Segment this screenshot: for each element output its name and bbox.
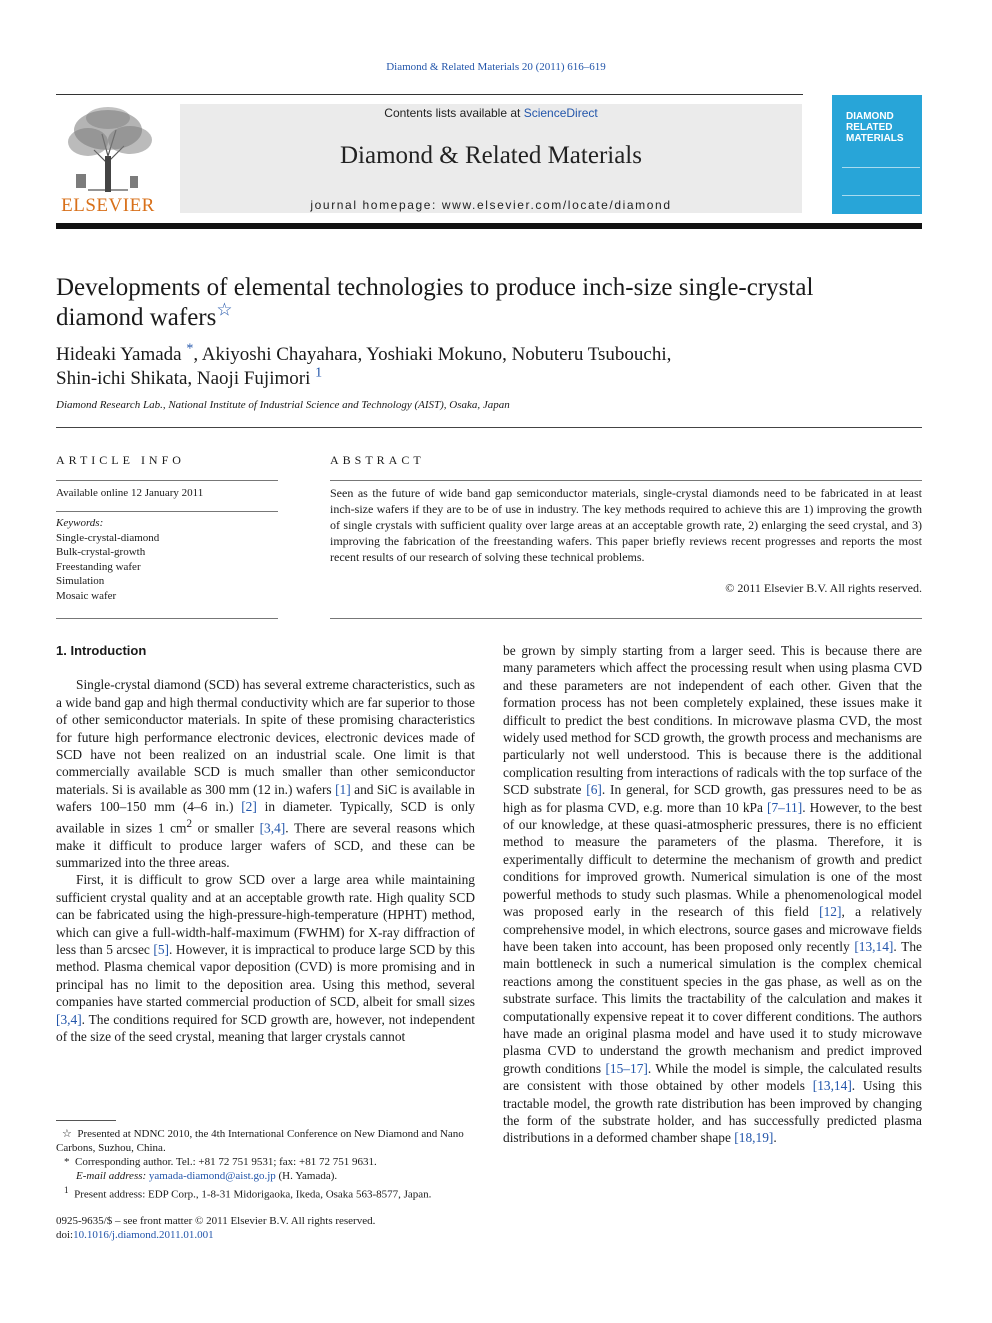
text-run: Single-crystal diamond (SCD) has several extreme characteristics, such as a wide band gap and high thermal conductivity which are far superior to those of other semiconductor materials. In spite of these promising characteristics for future high performance electronic devices, electronic devices made of SCD have not been realized on an industrial scale. One limit is that commercially available SCD is much smaller than other semiconductor materials. Si is available as 300 mm (12 in.) wafers [56,677,475,797]
cover-divider [842,195,920,196]
text-run: . The conditions required for SCD growth are, however, not independent of the size of the seed crystal, meaning that larger crystals cannot [56,1011,475,1044]
body-left-column [56,642,475,1045]
article-title [56,273,922,333]
reference-link[interactable]: [15–17] [605,1060,648,1076]
author-footnote-mark[interactable]: 1 [315,365,323,381]
affiliation: Diamond Research Lab., National Institute of Industrial Science and Technology (AIST), Osaka, Japan [56,399,510,411]
article-info-heading: ARTICLE INFO [56,453,185,467]
email-suffix: (H. Yamada). [275,1170,338,1182]
section-divider [56,427,922,428]
keyword: Freestanding wafer [56,560,141,573]
text-run: . There are several reasons which make it difficult to produce larger wafers of SCD, and these can be summarized into the three areas. [56,820,475,870]
abstract-heading: ABSTRACT [330,453,425,467]
footnote-present-address-text: Present address: EDP Corp., 1-8-31 Midorigaoka, Ikeda, Osaka 563-8577, Japan. [74,1188,432,1201]
reference-link[interactable]: [1] [335,781,351,797]
keywords-block [56,516,278,603]
intro-paragraph-1 [56,676,475,871]
doi-line [56,1228,476,1242]
footnote-star [56,1127,476,1155]
authors-line-1 [56,343,922,367]
reference-link[interactable]: [2] [241,799,257,815]
text-run: . However, to the best of our knowledge, at these quasi-atmospheric pressures, there is no efficient method to measure the parameters of the plasma. Therefore, it is experimentally difficult to determine the mechanism of growth and predict conditions for improved growth. Numerical simulation is one of the most powerful methods to study such plasmas. While a phenomenological model was proposed early in the research of this field [503,799,922,920]
title-line-1: Developments of elemental technologies to produce inch-size single-crystal [56,274,814,301]
available-online: Available online 12 January 2011 [56,487,204,499]
publisher-logo[interactable] [56,100,160,216]
superscript: 2 [186,817,193,830]
reference-link[interactable]: [18,19] [734,1130,774,1146]
abstract-text: Seen as the future of wide band gap semiconductor materials, single-crystal diamonds need to be fabricated in at least inch-size wafers if they are to be of use in industry. The key methods required to achieve this are 1) improving the growth of single crystals with sufficient quality over large areas at an acceptable growth rate, 2) enlarging the seed crystal, and 3) improving the fabrication of the freestanding wafers. This paper briefly reviews recent progresses and reports the most recent results of our research of solving these technical problems. [330,486,922,564]
masthead-box [180,104,802,213]
text-run: in diameter. Typically, SCD is only available in sizes 1 cm [56,799,475,836]
section-heading-introduction: 1. Introduction [56,643,147,658]
keyword: Simulation [56,575,105,587]
reference-link[interactable]: [5] [153,941,170,957]
sciencedirect-link[interactable]: ScienceDirect [523,106,598,120]
title-line-2-text: diamond wafers [56,304,217,331]
keywords-rule [56,511,278,512]
doi-link[interactable]: 10.1016/j.diamond.2011.01.001 [73,1229,214,1241]
reference-link[interactable]: [3,4] [56,1011,82,1027]
text-run: . However, it is impractical to produce large SCD by this method. Plasma chemical vapor deposition (CVD) is more promising and in principal has no limit to the deposition area. Using this method, several companies have started commercial production of SCD, albeit for small sizes [56,941,475,1010]
cover-divider [842,167,920,168]
footnote-one-mark: 1 [64,1185,69,1195]
footnote-asterisk: * [64,1156,70,1168]
footnotes [56,1127,476,1202]
text-run: and SiC is available in wafers 100–150 mm (4–6 in.) [56,781,475,815]
text-run: be grown by simply starting from a larger seed. This is because there are many parameters which affect the processing result when using plasma CVD and these parameters are not independent of each other. Given that the formation process has not been completely explained, these issues make it difficult to predict the best conditions. In microwave plasma CVD, the most widely used method for SCD growth, the growth process and mechanisms are particularly not well understood. This is because there is the additional complication resulting from interactions of radicals with the top surface of the SCD substrate [503,643,922,798]
text-run: First, it is difficult to grow SCD over a large area while maintaining sufficient crystal quality and at an acceptable growth rate. High quality SCD can be fabricated using the high-pressure-high-temperature (HPHT) method, which can give a full-width-half-maximum (FWHM) for X-ray diffraction of less than 5 arcsec [56,872,475,957]
authors-line-1-rest: , Akiyoshi Chayahara, Yoshiaki Mokuno, Nobuteru Tsubouchi, [193,344,672,365]
article-info-rule [56,480,278,481]
text-run: . The main bottleneck in such a numerical simulation is the complex chemical reactions among the constituent species in the gas phase, as well as on the substrate surface. This limits the tractability of the calculation and makes it computationally expensive repeat it to cover different conditions. The authors have made an original plasma model and have used it to study microwave plasma CVD to understand the growth mechanism and predict improved growth conditions [503,938,922,1076]
email-label: E-mail address: [76,1170,147,1182]
publisher-name: ELSEVIER [61,195,155,216]
title-line-2 [56,299,922,333]
article-info-bottom-rule [56,618,278,619]
authors-line-2 [56,367,922,391]
footnote-star-icon: ☆ [62,1128,72,1140]
cover-title-line-1: DIAMOND [846,111,894,122]
footnote-corresponding-text: Corresponding author. Tel.: +81 72 751 9531; fax: +81 72 751 9631. [75,1156,377,1168]
abstract-copyright: © 2011 Elsevier B.V. All rights reserved. [725,581,922,595]
email-link[interactable]: yamada-diamond@aist.go.jp [148,1170,276,1182]
abstract-rule [330,480,922,481]
doi-prefix: doi: [56,1229,74,1241]
header-thick-rule [56,223,922,229]
contents-line [180,106,802,120]
footnote-present-address [56,1183,476,1202]
footnote-email [56,1169,476,1183]
reference-link[interactable]: [13,14] [812,1078,852,1094]
issn-doi-block [56,1214,476,1242]
text-run: . Using this tractable model, the growth rate distribution has been improved by changing the form of the substrate holder, and has successfully predicted plasma distributions in a deformed chamber shape [503,1078,922,1146]
contents-prefix: Contents lists available at [384,106,524,120]
footnote-star-text: Presented at NDNC 2010, the 4th International Conference on New Diamond and Nano Carbons, Suzhou, China. [56,1128,464,1154]
cover-title-line-3: MATERIALS [846,133,904,144]
keyword: Single-crystal-diamond [56,531,160,544]
text-run: . In general, for SCD growth, gas pressures need to be as high as for plasma CVD, e.g. more than 10 kPa [503,782,922,815]
reference-link[interactable]: [6] [586,782,602,798]
author-list [56,343,922,391]
reference-link[interactable]: [3,4] [259,820,286,836]
footnote-rule [56,1120,116,1121]
masthead-top-rule [56,94,803,95]
authors-line-2-text: Shin-ichi Shikata, Naoji Fujimori [56,368,311,389]
intro-paragraph-2 [56,871,475,1045]
reference-link[interactable]: [12] [819,904,842,920]
abstract-bottom-rule [330,618,922,619]
keyword: Mosaic wafer [56,589,117,602]
text-run: , a relatively comprehensive model, in which electrons, source gases and microwave fields have been taken into account, has been proposed only recently [503,904,922,954]
intro-paragraph-continued [503,642,922,1147]
journal-homepage[interactable]: journal homepage: www.elsevier.com/locate/diamond [310,198,672,212]
elsevier-tree-icon [58,104,158,194]
cover-title [846,111,918,144]
journal-cover[interactable] [832,95,922,214]
text-run: . While the model is simple, the calculated results are consistent with those obtained by other models [503,1060,922,1094]
reference-link[interactable]: [13,14] [854,938,894,954]
journal-name: Diamond & Related Materials [339,142,642,169]
text-run: . [773,1130,777,1146]
body-right-column [503,642,922,1147]
issn-line: 0925-9635/$ – see front matter © 2011 Elsevier B.V. All rights reserved. [56,1215,376,1227]
journal-citation[interactable]: Diamond & Related Materials 20 (2011) 616–619 [386,61,606,73]
cover-title-line-2: RELATED [846,122,893,133]
title-footnote-star-icon[interactable]: ☆ [216,299,233,320]
corresponding-author-mark[interactable]: * [186,341,194,357]
footnote-corresponding [56,1155,476,1169]
author-yamada: Hideaki Yamada [56,344,182,365]
reference-link[interactable]: [7–11] [767,799,803,815]
keyword: Bulk-crystal-growth [56,546,146,558]
keywords-label: Keywords: [56,517,104,529]
text-run: or smaller [192,820,260,836]
